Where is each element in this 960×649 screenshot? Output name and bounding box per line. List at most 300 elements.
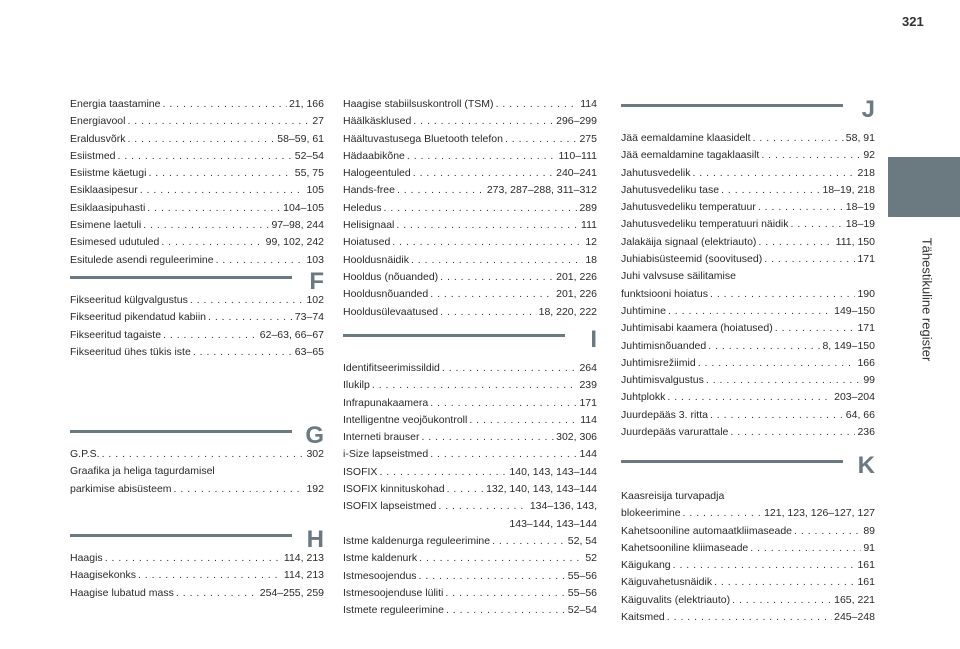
entry-term: Esiistme käetugi xyxy=(70,167,147,180)
index-block xyxy=(70,96,324,269)
index-entry xyxy=(343,131,597,148)
entry-pages: 99 xyxy=(863,374,875,387)
index-entry xyxy=(621,372,875,389)
entry-pages: 58, 91 xyxy=(845,132,875,144)
entry-term: Intelligentne veojõukontroll xyxy=(343,413,468,426)
index-entry xyxy=(621,592,875,609)
entry-term: Käiguvalits (elektriauto) xyxy=(621,593,731,606)
leader-dots xyxy=(469,412,578,429)
index-entry xyxy=(621,424,875,441)
index-entry xyxy=(343,429,597,446)
entry-term: Juurdepääs 3. ritta xyxy=(621,408,708,421)
entry-term: Häälkäsklused xyxy=(343,115,412,128)
entry-pages: 89 xyxy=(863,524,875,537)
entry-pages: 104–105 xyxy=(283,201,324,214)
entry-pages: 114, 213 xyxy=(283,552,324,564)
section-letter: K xyxy=(857,452,875,479)
entry-term: Esiistmed xyxy=(70,149,116,162)
entry-pages: 143–144, 143–144 xyxy=(509,517,597,530)
index-entry xyxy=(621,540,875,557)
index-entry xyxy=(70,567,324,584)
leader-dots xyxy=(127,131,275,148)
index-entry xyxy=(343,217,597,234)
index-entry xyxy=(70,131,324,148)
index-block xyxy=(70,292,324,361)
leader-dots xyxy=(118,148,293,165)
entry-pages: 302, 306 xyxy=(556,431,597,444)
leader-dots xyxy=(430,395,577,412)
entry-term: Juhiabisüsteemid (soovitused) xyxy=(621,253,763,266)
leader-dots xyxy=(208,309,293,326)
leader-dots xyxy=(430,446,577,463)
leader-dots xyxy=(413,165,554,182)
entry-term: Esimesed udutuled xyxy=(70,236,160,249)
leader-dots xyxy=(732,592,832,609)
entry-term: Hädaabikõne xyxy=(343,149,405,162)
leader-dots xyxy=(143,217,269,234)
entry-pages: 161 xyxy=(857,576,875,589)
entry-term: Jahutusvedeliku tase xyxy=(621,183,720,196)
leader-dots xyxy=(138,567,282,584)
leader-dots xyxy=(140,182,305,199)
leader-dots xyxy=(447,481,485,498)
entry-term: Interneti brauser xyxy=(343,431,420,444)
entry-term: Häältuvastusega Bluetooth telefon xyxy=(343,132,503,145)
entry-term: Esitulede asendi reguleerimine xyxy=(70,253,214,266)
leader-dots xyxy=(753,130,844,147)
entry-pages: 245–248 xyxy=(834,611,875,624)
leader-dots xyxy=(438,498,527,515)
index-entry xyxy=(70,148,324,165)
entry-term: Halogeentuled xyxy=(343,167,411,180)
entry-term: Juhtplokk xyxy=(621,391,666,404)
entry-pages: 64, 66 xyxy=(845,408,875,421)
entry-pages: 55–56 xyxy=(567,569,597,582)
entry-term: funktsiooni hoiatus xyxy=(621,287,708,300)
entry-pages: 239 xyxy=(579,379,597,392)
index-entry xyxy=(343,182,597,199)
entry-term: Energia taastamine xyxy=(70,98,161,110)
entry-pages: 218 xyxy=(857,166,875,179)
entry-pages: 8, 149–150 xyxy=(822,339,875,352)
entry-pages: 55–56 xyxy=(567,586,597,599)
entry-pages: 171 xyxy=(857,322,875,335)
index-block xyxy=(343,360,597,619)
leader-dots xyxy=(407,148,557,165)
leader-dots xyxy=(411,252,583,269)
section-letter: G xyxy=(305,422,324,449)
index-entry xyxy=(343,165,597,182)
leader-dots xyxy=(446,602,566,619)
entry-term: Jää eemaldamine klaasidelt xyxy=(621,132,751,144)
entry-term: Istmesoojendus xyxy=(343,569,417,582)
leader-dots xyxy=(440,304,536,321)
entry-term: i-Size lapseistmed xyxy=(343,448,429,461)
leader-dots xyxy=(419,568,566,585)
index-entry xyxy=(343,252,597,269)
leader-dots xyxy=(708,338,820,355)
entry-pages: 192 xyxy=(306,482,324,495)
entry-pages: 121, 123, 126–127, 127 xyxy=(764,507,875,520)
entry-pages: 114, 213 xyxy=(283,569,324,582)
index-entry xyxy=(621,488,875,505)
leader-dots xyxy=(721,182,820,199)
entry-term: Istmesoojenduse lüliti xyxy=(343,586,444,599)
leader-dots xyxy=(710,407,844,424)
index-entry xyxy=(343,481,597,498)
section-header-i xyxy=(343,326,597,360)
index-entry xyxy=(621,165,875,182)
entry-pages: 99, 102, 242 xyxy=(265,236,324,249)
section-divider xyxy=(70,276,292,279)
entry-pages: 52–54 xyxy=(567,604,597,617)
index-entry xyxy=(621,407,875,424)
index-block xyxy=(70,550,324,602)
index-entry xyxy=(343,304,597,321)
index-entry xyxy=(343,200,597,217)
leader-dots xyxy=(667,389,832,406)
index-entry xyxy=(343,550,597,567)
entry-term: Hoiatused xyxy=(343,236,391,249)
entry-pages: 201, 226 xyxy=(556,270,597,283)
index-entry xyxy=(343,498,597,515)
leader-dots xyxy=(396,217,579,234)
entry-term: ISOFIX kinnituskohad xyxy=(343,483,445,496)
entry-pages: 18 xyxy=(585,253,597,266)
entry-pages: 273, 287–288, 311–312 xyxy=(486,184,597,197)
entry-term: Juhtimisabi kaamera (hoiatused) xyxy=(621,322,773,335)
entry-pages: 111 xyxy=(581,219,597,232)
entry-term: Kaitsmed xyxy=(621,611,665,624)
entry-term: Kahetsooniline kliimaseade xyxy=(621,541,749,554)
index-entry xyxy=(70,252,324,269)
entry-term: ISOFIX xyxy=(343,465,378,478)
leader-dots xyxy=(794,523,861,540)
entry-pages: 254–255, 259 xyxy=(259,586,324,599)
index-entry xyxy=(70,550,324,567)
index-column-2 xyxy=(343,0,597,649)
index-entry xyxy=(621,557,875,574)
leader-dots xyxy=(791,216,844,233)
index-entry xyxy=(621,609,875,626)
section-divider xyxy=(621,460,843,463)
index-block xyxy=(343,96,597,321)
entry-pages: 105 xyxy=(306,184,324,197)
index-entry xyxy=(343,360,597,377)
entry-pages: 171 xyxy=(857,253,875,266)
section-tab-label xyxy=(916,224,938,384)
index-entry xyxy=(343,96,597,113)
entry-term: Hooldusnõuanded xyxy=(343,288,429,301)
entry-pages: 296–299 xyxy=(556,115,597,128)
index-block xyxy=(621,488,875,626)
leader-dots xyxy=(492,533,566,550)
leader-dots xyxy=(163,327,258,344)
entry-pages: 97–98, 244 xyxy=(271,219,324,232)
entry-pages: 149–150 xyxy=(834,304,875,317)
index-entry xyxy=(343,377,597,394)
leader-dots xyxy=(673,557,856,574)
index-column-3 xyxy=(621,0,875,649)
leader-dots xyxy=(730,424,855,441)
section-letter: F xyxy=(309,268,324,295)
entry-pages: 102 xyxy=(306,294,324,306)
leader-dots xyxy=(372,377,578,394)
leader-dots xyxy=(190,292,305,309)
leader-dots xyxy=(505,131,578,148)
section-letter: J xyxy=(861,96,875,123)
index-entry xyxy=(621,234,875,251)
leader-dots xyxy=(496,96,579,113)
leader-dots xyxy=(442,360,578,377)
entry-pages: 264 xyxy=(579,362,597,374)
entry-term: Esiklaasipesur xyxy=(70,184,138,197)
entry-term: Hooldus (nõuanded) xyxy=(343,270,439,283)
leader-dots xyxy=(147,200,281,217)
entry-term: Jahutusvedeliku temperatuuri näidik xyxy=(621,218,789,231)
index-entry xyxy=(70,234,324,251)
entry-term: Juhtimisrežiimid xyxy=(621,356,696,369)
entry-term: Hands-free xyxy=(343,184,395,197)
entry-pages: 240–241 xyxy=(556,167,597,180)
entry-term: Juhtimisnõuanded xyxy=(621,339,707,352)
index-entry xyxy=(343,148,597,165)
leader-dots xyxy=(193,344,293,361)
index-entry xyxy=(343,286,597,303)
entry-term: Hooldusülevaatused xyxy=(343,305,439,318)
index-entry xyxy=(621,320,875,337)
entry-pages: 140, 143, 143–144 xyxy=(509,465,597,478)
entry-term: Helisignaal xyxy=(343,219,395,232)
leader-dots xyxy=(764,251,855,268)
entry-term: Käiguvahetusnäidik xyxy=(621,576,713,589)
leader-dots xyxy=(148,165,292,182)
leader-dots xyxy=(413,113,554,130)
leader-dots xyxy=(127,113,310,130)
leader-dots xyxy=(706,372,861,389)
entry-pages: 201, 226 xyxy=(556,288,597,301)
entry-term: Hooldusnäidik xyxy=(343,253,409,266)
leader-dots xyxy=(714,574,855,591)
entry-pages: 62–63, 66–67 xyxy=(259,328,324,341)
entry-pages: 52–54 xyxy=(294,149,324,162)
index-entry xyxy=(70,327,324,344)
leader-dots xyxy=(379,464,507,481)
entry-term: parkimise abisüsteem xyxy=(70,482,172,495)
leader-dots xyxy=(162,96,286,113)
leader-dots xyxy=(750,540,861,557)
index-entry xyxy=(621,199,875,216)
leader-dots xyxy=(683,505,763,522)
leader-dots xyxy=(105,550,282,567)
index-entry xyxy=(621,389,875,406)
entry-pages: 12 xyxy=(585,236,597,249)
entry-pages: 92 xyxy=(863,149,875,162)
index-entry xyxy=(621,303,875,320)
index-entry xyxy=(70,446,324,463)
index-entry xyxy=(70,585,324,602)
entry-pages: 55, 75 xyxy=(294,167,324,180)
entry-pages: 91 xyxy=(863,541,875,554)
leader-dots xyxy=(758,199,844,216)
index-entry xyxy=(343,446,597,463)
index-entry xyxy=(70,344,324,361)
entry-term: Juhtimisvalgustus xyxy=(621,374,704,387)
index-entry xyxy=(621,182,875,199)
index-entry xyxy=(621,251,875,268)
entry-term: Esiklaasipuhasti xyxy=(70,201,146,214)
entry-pages: 171 xyxy=(579,396,597,409)
index-entry xyxy=(343,533,597,550)
leader-dots xyxy=(102,446,305,463)
index-entry xyxy=(70,463,324,480)
entry-pages: 134–136, 143, xyxy=(529,500,597,513)
entry-term: Energiavool xyxy=(70,115,126,128)
index-entry xyxy=(343,269,597,286)
entry-pages: 27 xyxy=(312,115,324,128)
entry-pages: 52, 54 xyxy=(567,534,597,547)
leader-dots xyxy=(668,303,832,320)
leader-dots xyxy=(392,234,583,251)
entry-pages: 302 xyxy=(306,448,324,460)
index-entry xyxy=(343,113,597,130)
index-entry xyxy=(621,505,875,522)
leader-dots xyxy=(421,429,554,446)
entry-pages: 63–65 xyxy=(294,345,324,358)
leader-dots xyxy=(440,269,554,286)
section-tab-text: Tähestikuline register xyxy=(919,237,935,362)
entry-term: Heledus xyxy=(343,201,382,214)
index-entry xyxy=(343,395,597,412)
section-letter: H xyxy=(306,526,324,553)
index-entry xyxy=(343,516,597,533)
entry-pages: 52 xyxy=(585,552,597,565)
section-divider xyxy=(70,534,292,537)
entry-term: Fikseeritud tagaiste xyxy=(70,328,162,341)
entry-pages: 114 xyxy=(580,98,597,110)
section-letter: I xyxy=(590,326,597,353)
entry-term: Haagise stabiilsuskontroll (TSM) xyxy=(343,98,494,110)
entry-pages: 21, 166 xyxy=(288,98,324,110)
entry-term: Juurdepääs varurattale xyxy=(621,426,729,439)
entry-term: Fikseeritud ühes tükis iste xyxy=(70,345,191,358)
entry-pages: 103 xyxy=(306,253,324,266)
section-divider xyxy=(343,334,565,337)
entry-term: Istme kaldenurk xyxy=(343,552,418,565)
entry-pages: 144 xyxy=(579,448,597,461)
entry-term: Juhi valvsuse säilitamise xyxy=(621,270,736,283)
index-entry xyxy=(343,568,597,585)
entry-pages: 18, 220, 222 xyxy=(538,305,597,318)
leader-dots xyxy=(176,585,258,602)
section-tab xyxy=(888,157,960,217)
entry-term: Identifitseerimissildid xyxy=(343,362,440,374)
entry-pages: 18–19 xyxy=(845,218,875,231)
entry-pages: 236 xyxy=(857,426,875,439)
entry-pages: 166 xyxy=(857,356,875,369)
index-entry xyxy=(70,200,324,217)
entry-pages: 165, 221 xyxy=(834,593,875,606)
leader-dots xyxy=(710,286,855,303)
entry-pages: 132, 140, 143, 143–144 xyxy=(486,483,597,496)
entry-pages: 110–111 xyxy=(558,149,597,162)
index-entry xyxy=(621,523,875,540)
entry-term: ISOFIX lapseistmed xyxy=(343,500,437,513)
entry-term: Jalakäija signaal (elektriauto) xyxy=(621,235,757,248)
entry-term: Eraldusvõrk xyxy=(70,132,126,145)
entry-term: Kaasreisija turvapadja xyxy=(621,490,725,502)
index-entry xyxy=(621,574,875,591)
entry-pages: 114 xyxy=(580,413,597,426)
index-entry xyxy=(70,165,324,182)
leader-dots xyxy=(692,165,855,182)
index-entry xyxy=(621,355,875,372)
entry-pages: 111, 150 xyxy=(835,235,875,248)
index-entry xyxy=(343,234,597,251)
entry-pages: 203–204 xyxy=(834,391,875,404)
leader-dots xyxy=(430,286,554,303)
index-column-1 xyxy=(70,0,324,649)
index-entry xyxy=(621,216,875,233)
entry-term: Käigukang xyxy=(621,559,671,572)
entry-term: Haagisekonks xyxy=(70,569,136,582)
entry-term: Jää eemaldamine tagaklaasilt xyxy=(621,149,760,162)
entry-term: Infrapunakaamera xyxy=(343,396,429,409)
entry-pages: 73–74 xyxy=(294,311,324,324)
entry-term: Istme kaldenurga reguleerimine xyxy=(343,534,491,547)
entry-term: Ilukilp xyxy=(343,379,370,392)
entry-pages: 190 xyxy=(857,287,875,300)
page-number: 321 xyxy=(902,14,924,29)
entry-pages: 58–59, 61 xyxy=(277,132,324,145)
index-entry xyxy=(70,113,324,130)
leader-dots xyxy=(161,234,263,251)
index-entry xyxy=(343,602,597,619)
index-entry xyxy=(343,464,597,481)
leader-dots xyxy=(384,200,578,217)
entry-term: blokeerimine xyxy=(621,507,681,520)
entry-term: Haagise lubatud mass xyxy=(70,586,174,599)
section-header-j xyxy=(621,96,875,130)
index-entry xyxy=(70,96,324,113)
index-entry xyxy=(70,217,324,234)
entry-term: Haagis xyxy=(70,552,103,564)
entry-term: Esimene laetuli xyxy=(70,219,142,232)
section-divider xyxy=(621,104,843,107)
index-entry xyxy=(621,338,875,355)
entry-pages: 18–19 xyxy=(845,201,875,214)
leader-dots xyxy=(775,320,856,337)
entry-pages: 289 xyxy=(579,201,597,214)
entry-term: Fikseeritud külgvalgustus xyxy=(70,294,188,306)
entry-pages: 161 xyxy=(857,559,875,572)
index-block xyxy=(621,130,875,441)
entry-term: Fikseeritud pikendatud kabiin xyxy=(70,311,206,324)
entry-pages: 275 xyxy=(579,132,597,145)
entry-term: Istmete reguleerimine xyxy=(343,604,444,617)
leader-dots xyxy=(419,550,583,567)
index-entry xyxy=(70,481,324,498)
index-entry xyxy=(621,268,875,285)
index-entry xyxy=(621,130,875,147)
leader-dots xyxy=(445,585,565,602)
entry-term: G.P.S. xyxy=(70,448,100,460)
leader-dots xyxy=(758,234,833,251)
index-entry xyxy=(70,292,324,309)
entry-term: Jahutusvedelik xyxy=(621,166,691,179)
leader-dots xyxy=(216,252,305,269)
index-entry xyxy=(70,182,324,199)
